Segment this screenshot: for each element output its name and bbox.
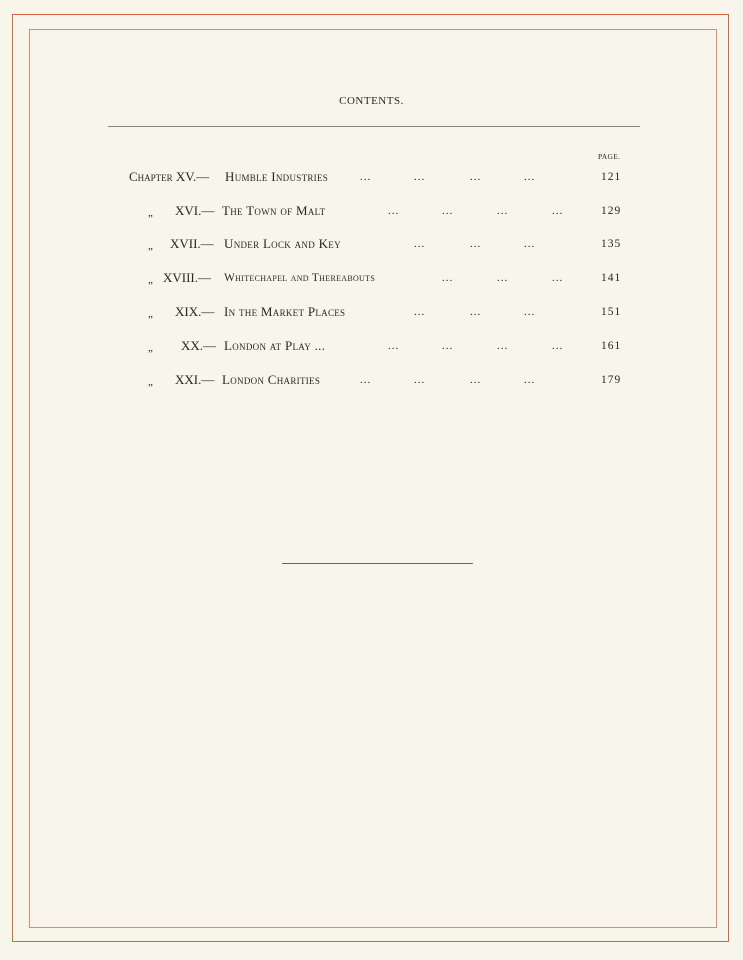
ditto-mark: „ <box>148 240 153 252</box>
page-number: 129 <box>601 205 622 217</box>
chapter-title: London Charities <box>222 372 321 387</box>
toc-entry <box>0 169 743 185</box>
chapter-number: XIX.— <box>175 304 215 319</box>
chapter-number: XX.— <box>181 338 217 353</box>
ditto-mark: „ <box>148 207 153 219</box>
toc-entry <box>0 236 743 252</box>
leader-dots: ... <box>552 205 564 217</box>
leader-dots: ... <box>497 272 509 284</box>
toc-entry <box>0 304 743 320</box>
leader-dots: ... <box>470 238 482 250</box>
ditto-mark: „ <box>148 376 153 388</box>
page-number: 151 <box>601 306 622 318</box>
chapter-title: The Town of Malt <box>222 203 326 218</box>
leader-dots: ... <box>442 272 454 284</box>
toc-entry <box>0 372 743 388</box>
leader-dots: ... <box>360 171 372 183</box>
chapter-number: XXI.— <box>175 372 215 387</box>
leader-dots: ... <box>524 306 536 318</box>
leader-dots: ... <box>414 238 426 250</box>
chapter-number: XVIII.— <box>163 270 212 285</box>
leader-dots: ... <box>497 340 509 352</box>
leader-dots: ... <box>414 374 426 386</box>
chapter-number: XVI.— <box>175 203 215 218</box>
leader-dots: ... <box>414 171 426 183</box>
leader-dots: ... <box>388 340 400 352</box>
chapter-title: Humble Industries <box>225 169 329 184</box>
page-number: 141 <box>601 272 622 284</box>
ditto-mark: „ <box>148 342 153 354</box>
chapter-title: In the Market Places <box>224 304 346 319</box>
closing-rule <box>282 563 473 564</box>
leader-dots: ... <box>470 374 482 386</box>
heading-rule <box>108 126 640 127</box>
page-number: 161 <box>601 340 622 352</box>
page-number: 121 <box>601 171 622 183</box>
toc-entry <box>0 338 743 354</box>
leader-dots: ... <box>360 374 372 386</box>
leader-dots: ... <box>524 171 536 183</box>
page-number: 179 <box>601 374 622 386</box>
leader-dots: ... <box>470 306 482 318</box>
chapter-number: Chapter XV.— <box>129 169 210 184</box>
leader-dots: ... <box>552 340 564 352</box>
leader-dots: ... <box>524 238 536 250</box>
leader-dots: ... <box>524 374 536 386</box>
leader-dots: ... <box>442 205 454 217</box>
chapter-title: Whitechapel and Thereabouts <box>224 272 376 284</box>
contents-heading: CONTENTS. <box>339 95 404 107</box>
chapter-number: XVII.— <box>170 236 214 251</box>
leader-dots: ... <box>388 205 400 217</box>
page-column-label: PAGE. <box>598 152 621 161</box>
leader-dots: ... <box>552 272 564 284</box>
chapter-title: Under Lock and Key <box>224 236 341 251</box>
page-number: 135 <box>601 238 622 250</box>
ditto-mark: „ <box>148 274 153 286</box>
leader-dots: ... <box>442 340 454 352</box>
leader-dots: ... <box>497 205 509 217</box>
leader-dots: ... <box>414 306 426 318</box>
ditto-mark: „ <box>148 308 153 320</box>
toc-entry <box>0 270 743 286</box>
toc-entry <box>0 203 743 219</box>
chapter-title: London at Play ... <box>224 338 326 353</box>
inner-page-border <box>29 29 717 928</box>
leader-dots: ... <box>470 171 482 183</box>
